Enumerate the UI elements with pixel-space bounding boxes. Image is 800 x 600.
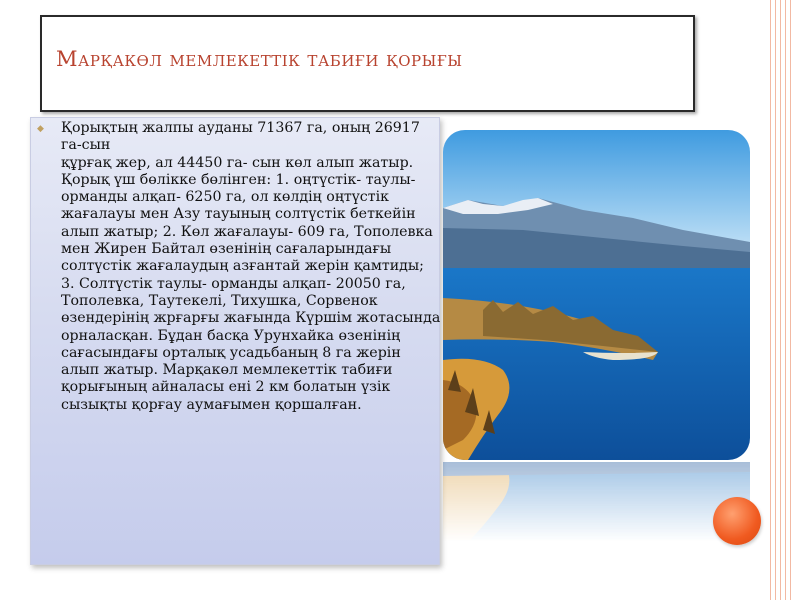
lake-photo (443, 130, 750, 460)
photo-reflection (443, 462, 750, 542)
decorative-orange-circle (713, 497, 761, 545)
lake-illustration (443, 130, 750, 460)
bullet-icon: ◆ (37, 124, 44, 134)
text-panel (30, 117, 440, 565)
body-text: Қорықтың жалпы ауданы 71367 га, оның 26917 га-сын құрғақ жер, ал 44450 га- сын көл алып жатыр. Қорық үш бөлікке бөлінген: 1. оңтүстік- таулы- орманды алқап- 6250 га, ол көлдің оңтүстік жағалауы мен Азу тауының солтүстік беткейін алып жатыр; 2. Көл жағалауы- 609 га, Тополевка мен Жирен Байтал өзенінің сағаларындағы солтүстік жағалаудың азғантай жерін қамтиды; 3. Солтүстік таулы- орманды алқап- 20050 га, Тополевка, Таутекелі, Тихушка, Сорвенок өзендерінің жрғарғы жағында Күршім жотасында орналасқан. Бұдан басқа Урунхайка өзенінің сағасындағы орталық усадьбаның 8 га жерін алып жатыр. Марқакөл мемлекеттік табиғи қорығының айналасы ені 2 км болатын үзік сызықты қорғау аумағымен қоршалған. (61, 120, 441, 413)
decorative-stripes (770, 0, 792, 600)
slide-title: Марқакөл мемлекеттік табиғи қорығы (56, 47, 463, 71)
title-box (40, 15, 695, 112)
